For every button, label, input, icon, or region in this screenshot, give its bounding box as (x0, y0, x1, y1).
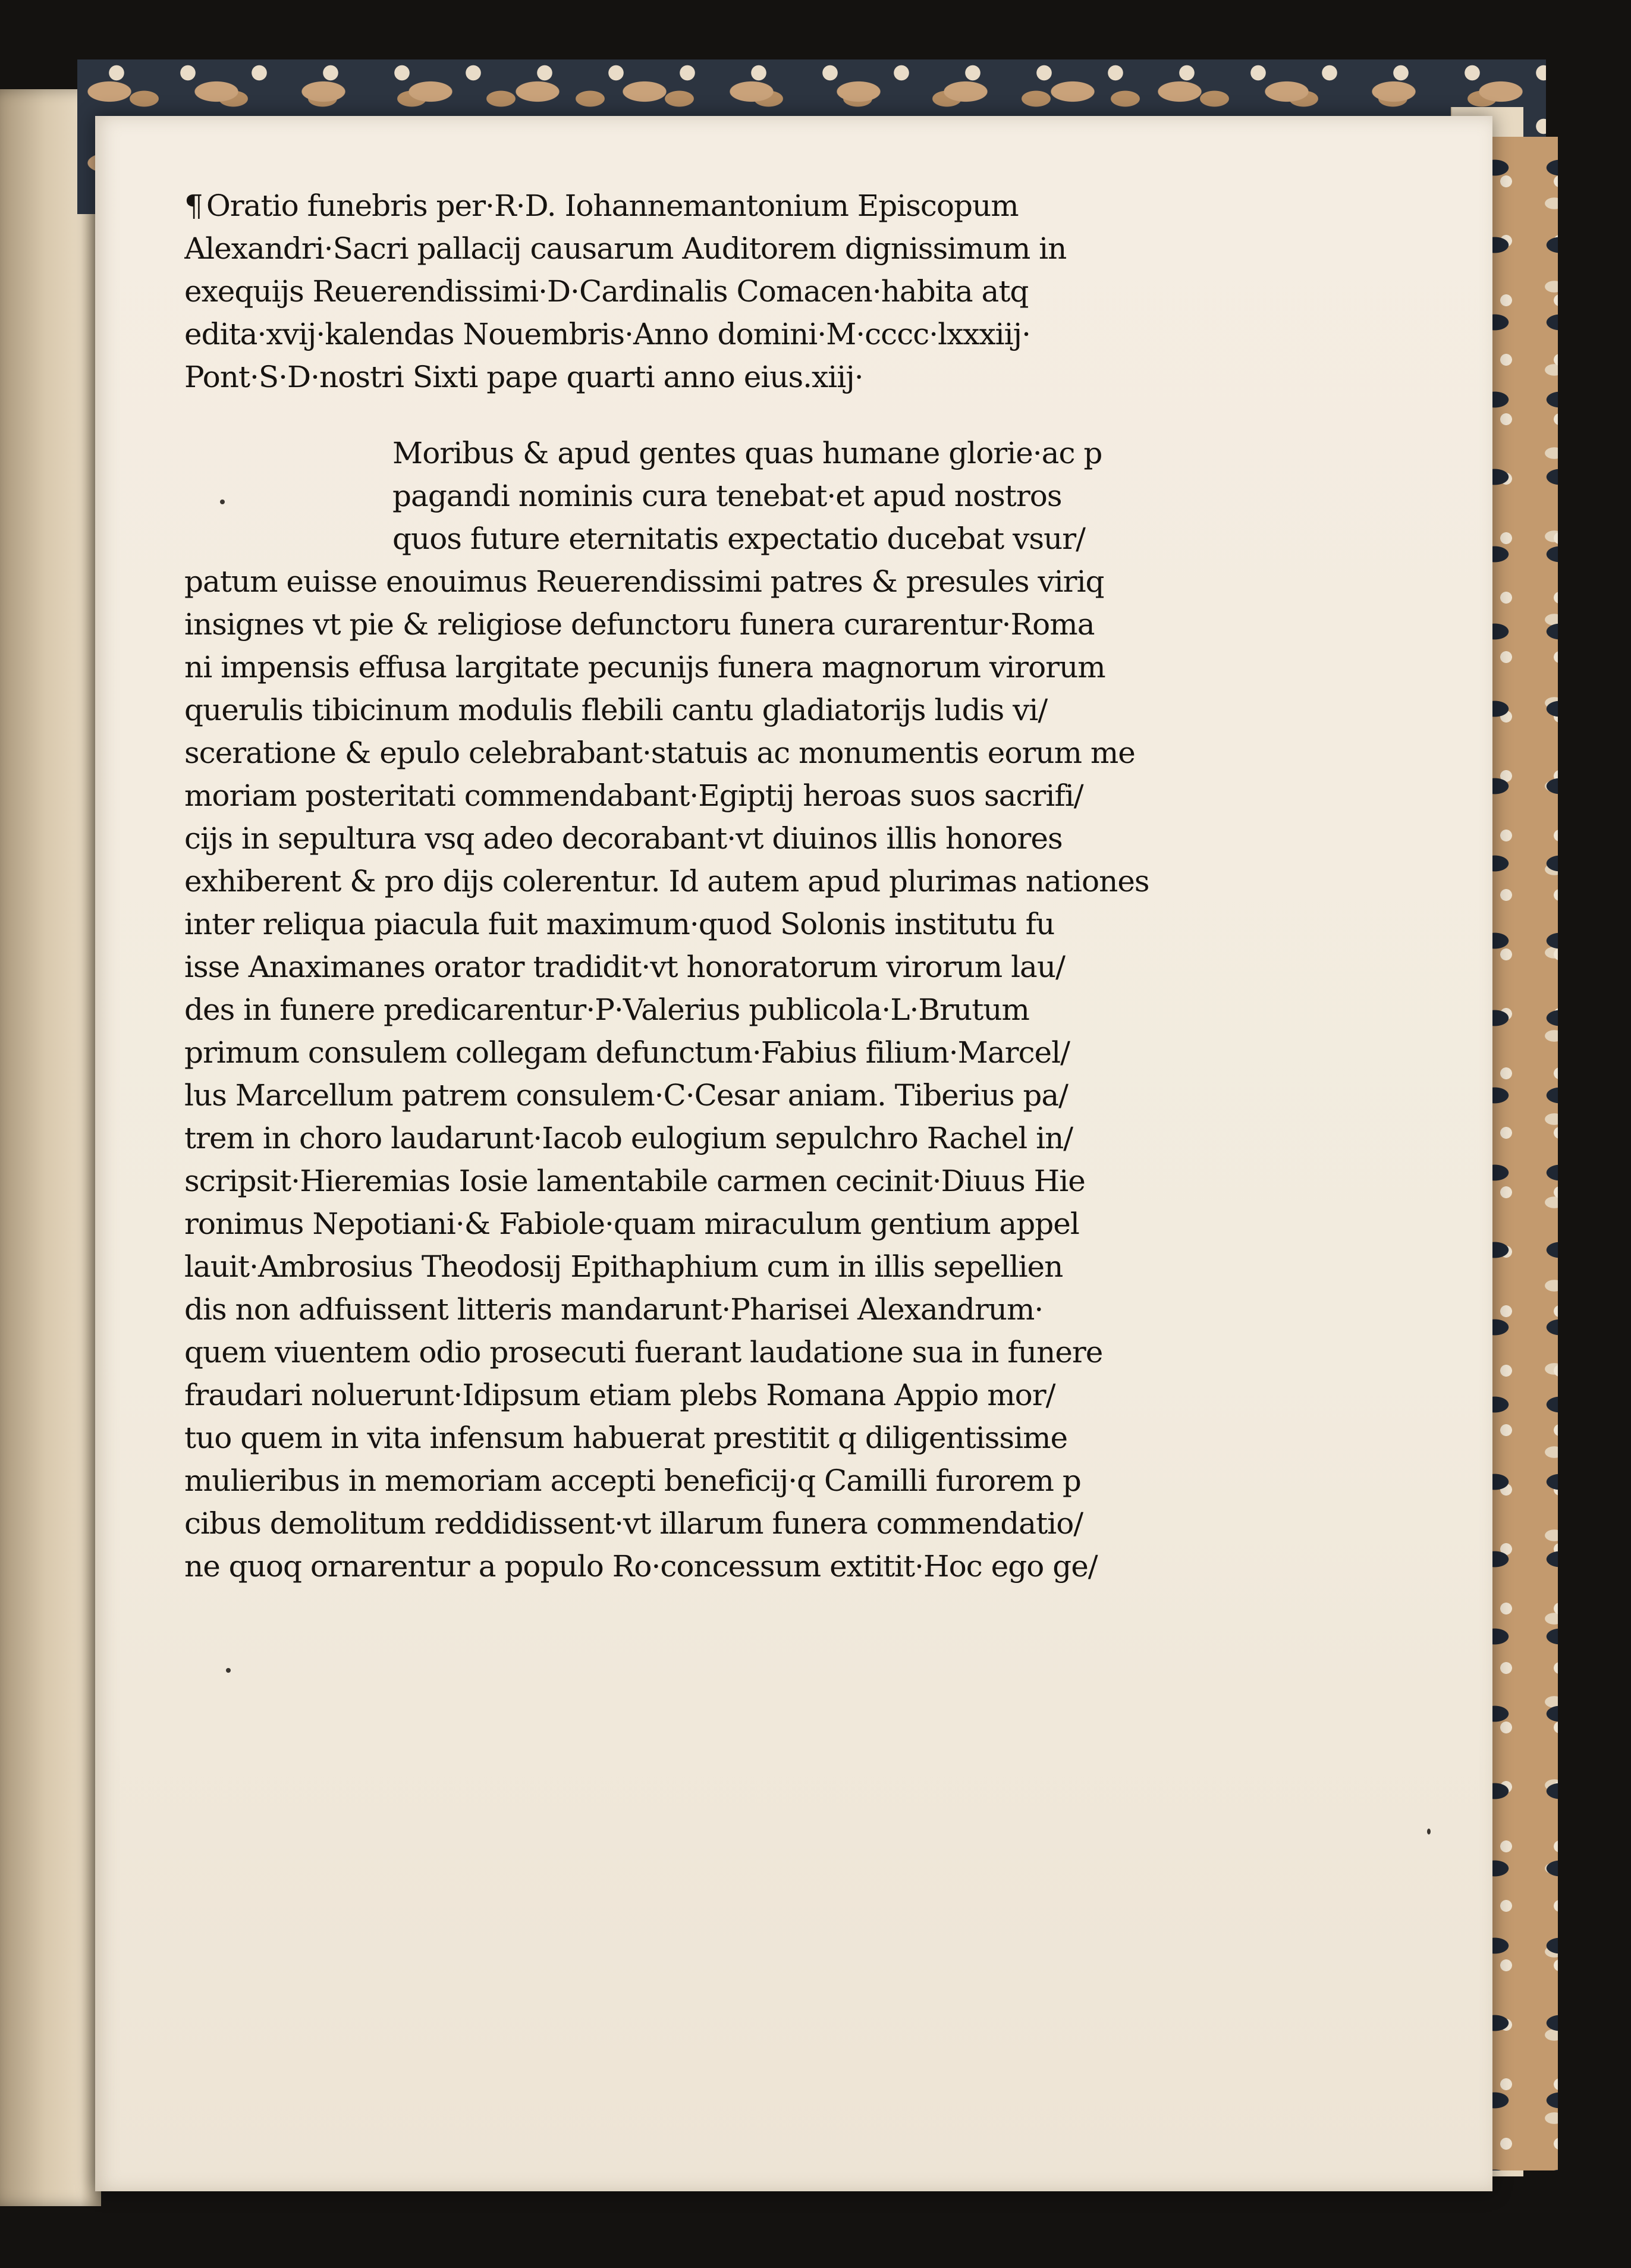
body-line: exhiberent & pro dijs colerentur. Id autem apud plurimas nationes (184, 864, 1149, 899)
body-line: isse Anaximanes orator tradidit·vt honoratorum virorum lau/ (184, 950, 1065, 984)
title-line: exequijs Reuerendissimi·D·Cardinalis Comacen·habita atq (184, 274, 1029, 309)
body-line: querulis tibicinum modulis flebili cantu gladiatorijs ludis vi/ (184, 693, 1048, 727)
body-line: tuo quem in vita infensum habuerat prestitit q diligentissime (184, 1421, 1068, 1455)
body-line: ni impensis effusa largitate pecunijs funera magnorum virorum (184, 650, 1105, 684)
body-line: des in funere predicarentur·P·Valerius publicola·L·Brutum (184, 992, 1029, 1027)
ink-speck (226, 1668, 231, 1673)
body-line: sceratione & epulo celebrabant·statuis ac monumentis eorum me (184, 736, 1135, 770)
body-line: quem viuentem odio prosecuti fuerant laudatione sua in funere (184, 1335, 1103, 1369)
title-line: Alexandri·Sacri pallacij causarum Auditorem dignissimum in (184, 231, 1067, 266)
body-line: primum consulem collegam defunctum·Fabius filium·Marcel/ (184, 1035, 1070, 1070)
title-line: Pont·S·D·nostri Sixti pape quarti anno eius.xiij· (184, 360, 863, 394)
body-line: ronimus Nepotiani·& Fabiole·quam miraculum gentium appel (184, 1207, 1079, 1241)
body-line: mulieribus in memoriam accepti beneficij·q Camilli furorem p (184, 1463, 1081, 1498)
ink-speck (1427, 1829, 1431, 1834)
body-line: lus Marcellum patrem consulem·C·Cesar aniam. Tiberius pa/ (184, 1078, 1069, 1113)
printed-text (184, 184, 1201, 1588)
body-line: pagandi nominis cura tenebat·et apud nostros (392, 479, 1062, 513)
body-line: Moribus & apud gentes quas humane glorie·ac p (392, 436, 1102, 470)
body-line: moriam posteritati commendabant·Egiptij heroas suos sacrifi/ (184, 778, 1083, 813)
title-line: edita·xvij·kalendas Nouembris·Anno domini·M·cccc·lxxxiij· (184, 317, 1031, 351)
pilcrow-icon: ¶ (184, 189, 203, 223)
body-line: trem in choro laudarunt·Iacob eulogium sepulchro Rachel in/ (184, 1121, 1073, 1155)
body-line: patum euisse enouimus Reuerendissimi patres & presules viriq (184, 564, 1104, 599)
body-line: cibus demolitum reddidissent·vt illarum funera commendatio/ (184, 1506, 1083, 1541)
body-line: scripsit·Hieremias Iosie lamentabile carmen cecinit·Diuus Hie (184, 1164, 1085, 1198)
body-line: insignes vt pie & religiose defunctoru funera curarentur·Roma (184, 607, 1095, 642)
body-text (184, 432, 1201, 1588)
body-line: fraudari noluerunt·Idipsum etiam plebs Romana Appio mor/ (184, 1378, 1055, 1412)
title-line: ¶ Oratio funebris per·R·D. Iohannemantonium Episcopum (184, 189, 1019, 223)
body-line: inter reliqua piacula fuit maximum·quod Solonis institutu fu (184, 907, 1055, 941)
spacer (184, 415, 1201, 432)
body-line: quos future eternitatis expectatio ducebat vsur/ (392, 522, 1085, 556)
body-line: dis non adfuissent litteris mandarunt·Pharisei Alexandrum· (184, 1292, 1044, 1327)
title-block (184, 184, 1201, 398)
body-line: cijs in sepultura vsq adeo decorabant·vt diuinos illis honores (184, 821, 1063, 856)
body-line: lauit·Ambrosius Theodosij Epithaphium cum in illis sepellien (184, 1249, 1063, 1284)
body-line: ne quoq ornarentur a populo Ro·concessum extitit·Hoc ego ge/ (184, 1549, 1098, 1584)
facing-left-page (0, 89, 101, 2206)
